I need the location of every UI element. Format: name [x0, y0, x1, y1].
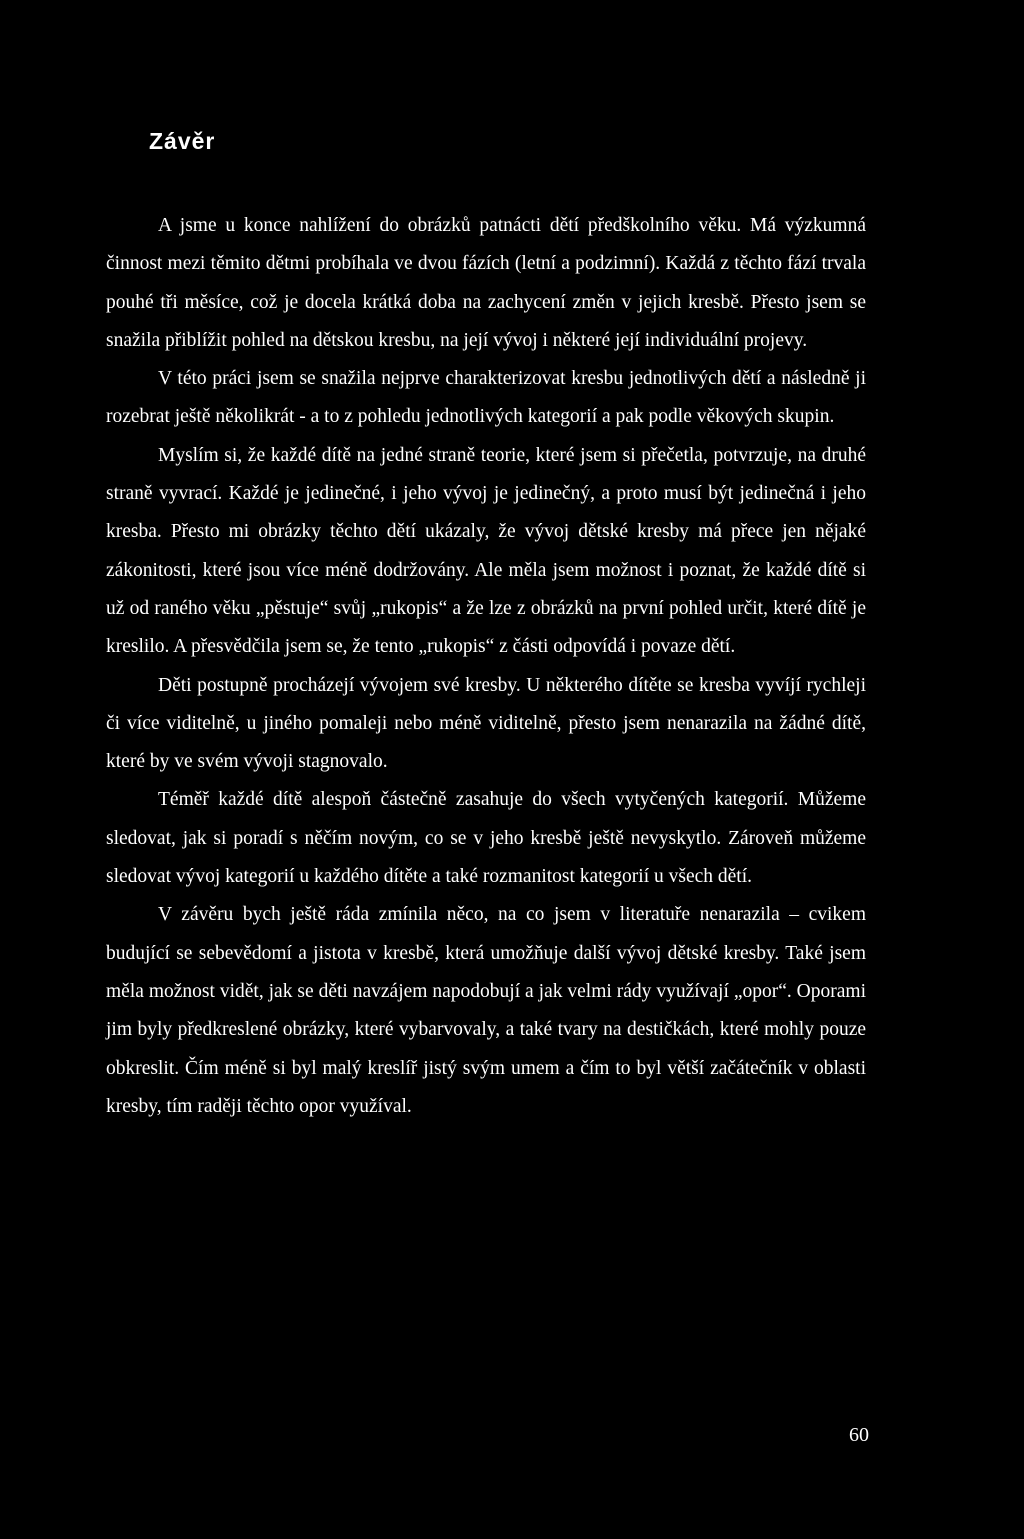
page-number: 60: [849, 1424, 869, 1446]
paragraph-1: A jsme u konce nahlížení do obrázků patnácti dětí předškolního věku. Má výzkumná činnost mezi těmito dětmi probíhala ve dvou fázích (letní a podzimní). Každá z těchto fází trvala pouhé tři měsíce, což je docela krátká doba na zachycení změn v jejich kresbě. Přesto jsem se snažila přiblížit pohled na dětskou kresbu, na její vývoj i některé její individuální projevy.: [106, 215, 866, 351]
paragraph-3: Myslím si, že každé dítě na jedné straně teorie, které jsem si přečetla, potvrzuje, na druhé straně vyvrací. Každé je jedinečné, i jeho vývoj je jedinečný, a proto musí být jedinečná i jeho kresba. Přesto mi obrázky těchto dětí ukázaly, že vývoj dětské kresby má přece jen nějaké zákonitosti, které jsou více méně dodržovány. Ale měla jsem možnost i poznat, že každé dítě si už od raného věku „pěstuje“ svůj „rukopis“ a že lze z obrázků na první pohled určit, které dítě je kreslilo. A přesvědčila jsem se, že tento „rukopis“ z části odpovídá i povaze dětí.: [106, 444, 866, 658]
page-title: Závěr: [149, 128, 216, 154]
paragraph-2: V této práci jsem se snažila nejprve charakterizovat kresbu jednotlivých dětí a následně ji rozebrat ještě několikrát - a to z pohledu jednotlivých kategorií a pak podle věkových skupin.: [106, 368, 866, 428]
paragraph-6: V závěru bych ještě ráda zmínila něco, na co jsem v literatuře nenarazila – cvikem budující se sebevědomí a jistota v kresbě, která umožňuje další vývoj dětské kresby. Také jsem měla možnost vidět, jak se děti navzájem napodobují a jak velmi rády využívají „opor“. Oporami jim byly předkreslené obrázky, které vybarvovaly, a také tvary na destičkách, které mohly pouze obkreslit. Čím méně si byl malý kreslíř jistý svým umem a čím to byl větší začátečník v oblasti kresby, tím raději těchto opor využíval.: [106, 904, 866, 1117]
body-text: [106, 207, 866, 1126]
paragraph-5: Téměř každé dítě alespoň částečně zasahuje do všech vytyčených kategorií. Můžeme sledovat, jak si poradí s něčím novým, co se v jeho kresbě ještě nevyskytlo. Zároveň můžeme sledovat vývoj kategorií u každého dítěte a také rozmanitost kategorií u všech dětí.: [106, 789, 866, 888]
paragraph-4: Děti postupně procházejí vývojem své kresby. U některého dítěte se kresba vyvíjí rychleji či více viditelně, u jiného pomaleji nebo méně viditelně, přesto jsem nenarazila na žádné dítě, které by ve svém vývoji stagnovalo.: [106, 674, 866, 773]
